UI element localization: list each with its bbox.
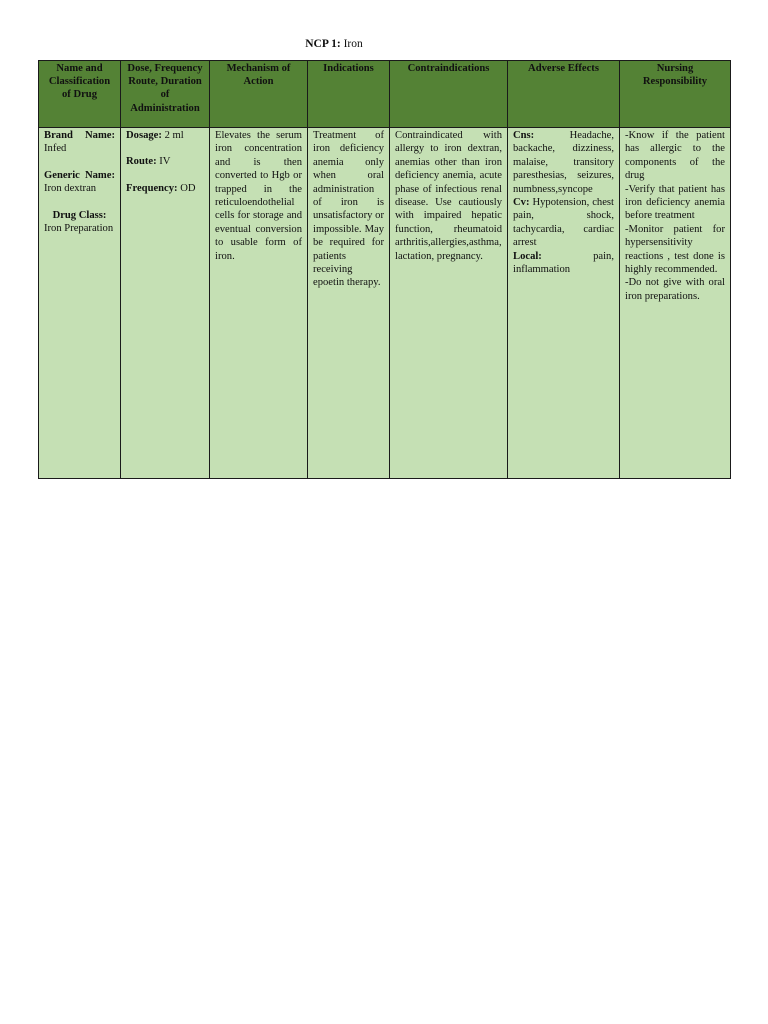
- generic-name-value: Iron dextran: [44, 183, 97, 195]
- route-label: Route:: [126, 156, 157, 168]
- title-drug: Iron: [343, 38, 363, 50]
- drug-class-value: Iron Preparation: [44, 223, 114, 235]
- cell-nursing: [620, 128, 731, 479]
- cell-dose: [121, 128, 210, 479]
- nursing-item: -Verify that patient has iron deficiency anemia before treatment: [625, 183, 725, 222]
- cv-value: Hypotension, chest pain, shock, tachycardia, cardiac arrest: [513, 197, 614, 249]
- brand-name-label: Brand Name:: [44, 130, 115, 141]
- nursing-item: -Know if the patient has allergic to the components of the drug: [625, 130, 725, 182]
- cns-label: Cns:: [513, 130, 535, 141]
- drug-class-label: Drug Class:: [52, 209, 107, 221]
- col-header-mechanism: Mechanism of Action: [210, 61, 308, 128]
- cv-label: Cv:: [513, 197, 530, 209]
- local-label: Local:: [513, 250, 542, 262]
- drug-study-table: [38, 60, 731, 479]
- cell-indications: Treatment of iron deficiency anemia only when oral administration of iron is unsatisfactory or impossible. May be required for patients receiving epoetin therapy.: [308, 128, 390, 479]
- title-label: NCP 1:: [305, 38, 341, 50]
- col-header-name: Name and Classification of Drug: [39, 61, 121, 128]
- frequency-label: Frequency:: [126, 182, 178, 194]
- nursing-item: -Do not give with oral iron preparations.: [625, 277, 725, 302]
- dosage-value: 2 ml: [164, 130, 184, 141]
- col-header-adverse-effects: Adverse Effects: [508, 61, 620, 128]
- local-value: pain, inflammation: [513, 250, 614, 276]
- page-title: [0, 38, 668, 50]
- col-header-indications: Indications: [308, 61, 390, 128]
- nursing-item: -Monitor patient for hypersensitivity reactions , test done is highly recommended.: [625, 223, 725, 276]
- frequency-value: OD: [180, 182, 196, 194]
- dosage-label: Dosage:: [126, 130, 162, 141]
- cell-contraindications: Contraindicated with allergy to iron dextran, anemias other than iron deficiency anemia, acute phase of infectious renal disease. Use cautiously with impaired hepatic function, rheumatoid arthritis,allergies,asthma, lactation, pregnancy.: [390, 128, 508, 479]
- cell-drug-name: [39, 128, 121, 479]
- col-header-nursing: Nursing Responsibility: [620, 61, 731, 128]
- table-row: [39, 128, 731, 479]
- cell-mechanism: Elevates the serum iron concentration and is then converted to Hgb or trapped in the reticuloendothelial cells for storage and eventual conversion to usable form of iron.: [210, 128, 308, 479]
- col-header-contraindications: Contraindications: [390, 61, 508, 128]
- cell-adverse-effects: [508, 128, 620, 479]
- route-value: IV: [159, 156, 171, 168]
- generic-name-label: Generic Name:: [44, 169, 115, 181]
- brand-name-value: Infed: [44, 143, 67, 155]
- header-row: [39, 61, 731, 128]
- col-header-dose: Dose, Frequency Route, Duration of Administration: [121, 61, 210, 128]
- cns-value: Headache, backache, dizziness, malaise, transitory paresthesias, seizures, numbness,syncope: [513, 130, 614, 195]
